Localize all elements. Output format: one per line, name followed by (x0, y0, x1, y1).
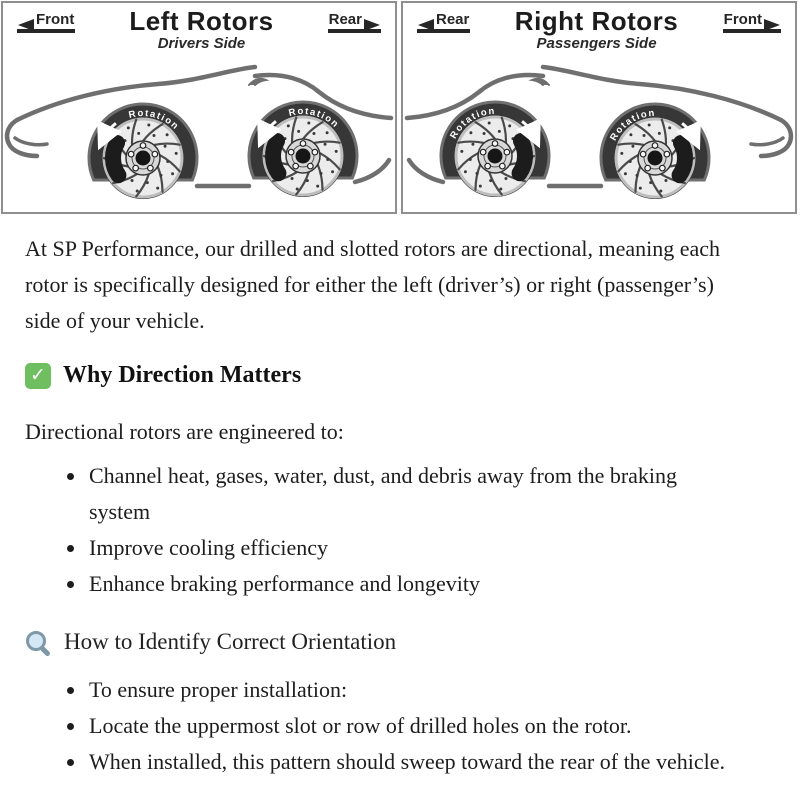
front-label: Front (36, 11, 75, 28)
rotation-text-front: Rotation (127, 107, 182, 133)
benefits-list (25, 458, 728, 602)
arrow-left-icon (418, 19, 434, 31)
front-direction-label (723, 10, 781, 33)
heading-text: Why Direction Matters (63, 362, 302, 388)
why-direction-matters-heading (25, 359, 728, 392)
engineered-to-lead: Directional rotors are engineered to: (25, 419, 344, 444)
right-rotors-panel (401, 1, 797, 214)
arrow-right-icon (764, 19, 780, 31)
rotation-text-rear: Rotation (448, 105, 497, 141)
magnifier-icon (25, 629, 52, 656)
check-icon: ✓ (25, 363, 51, 389)
panel-title: Right Rotors (514, 6, 679, 36)
arrow-right-icon (364, 19, 380, 31)
identify-orientation-heading (25, 626, 728, 658)
list-item: • When installed, this pattern should sweep toward the rear of the vehicle. (87, 744, 728, 780)
panel-subtitle: Passengers Side (536, 35, 657, 52)
list-item: • Locate the uppermost slot or row of drilled holes on the rotor. (87, 708, 728, 744)
front-label: Front (723, 11, 762, 28)
rotor-direction-diagram (0, 0, 800, 215)
left-rotors-panel (1, 1, 397, 214)
heading-text: How to Identify Correct Orientation (64, 629, 397, 654)
left-panel-header (3, 6, 395, 52)
left-car-illustration (3, 60, 395, 210)
panel-title: Left Rotors (129, 6, 274, 36)
intro-paragraph: At SP Performance, our drilled and slotted rotors are directional, meaning each rotor is specifically designed for either the left (driver’s) or right (passenger’s) side of your vehicle. (25, 236, 721, 333)
right-car-illustration (403, 60, 795, 210)
list-item: • Improve cooling efficiency (87, 530, 728, 566)
list-item: • To ensure proper installation: (87, 672, 728, 708)
rotation-text-rear: Rotation (287, 105, 342, 131)
arrow-left-icon (18, 19, 34, 31)
list-item: • Channel heat, gases, water, dust, and debris away from the braking system (87, 458, 728, 530)
panel-subtitle: Drivers Side (157, 35, 246, 52)
rear-label: Rear (436, 11, 470, 28)
right-panel-header (403, 6, 795, 52)
list-item: • Enhance braking performance and longevity (87, 566, 728, 602)
article-body (0, 215, 800, 800)
rear-direction-label (328, 10, 381, 33)
rear-direction-label (417, 10, 470, 33)
rear-label: Rear (328, 11, 362, 28)
front-direction-label (17, 10, 75, 33)
rotation-text-front: Rotation (608, 107, 657, 143)
orientation-steps-list (25, 672, 728, 780)
